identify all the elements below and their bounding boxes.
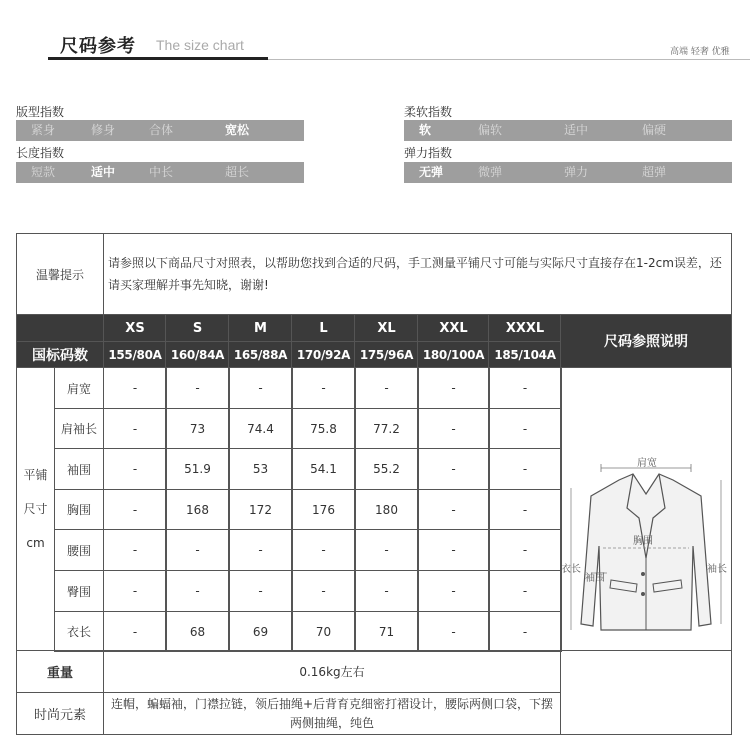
measure-value-cell: -	[165, 529, 230, 571]
measure-value-cell: 70	[291, 611, 356, 652]
page-subtitle: The size chart	[156, 37, 244, 53]
size-header-cell: XL	[354, 314, 419, 342]
measure-value-cell: -	[417, 570, 490, 612]
measure-name-cell: 臀围	[54, 570, 104, 612]
softness-index-bar	[404, 120, 732, 141]
intl-code-cell: 185/104A	[488, 341, 562, 368]
size-header-blank	[16, 314, 104, 342]
measure-value-cell: -	[417, 408, 490, 449]
fit-option-selected: 宽松	[225, 123, 250, 137]
measure-value-cell: -	[291, 570, 356, 612]
measure-value-cell: 77.2	[354, 408, 419, 449]
diagram-label-sleeve-length: 袖长	[707, 564, 727, 575]
tip-text: 请参照以下商品尺寸对照表，以帮助您找到合适的尺码，手工测量平铺尺寸可能与实际尺寸直接存在1-2cm误差，还请买家理解并事先知晓，谢谢!	[103, 233, 732, 315]
measure-value-cell: -	[488, 489, 562, 530]
intl-code-cell: 165/88A	[228, 341, 293, 368]
measure-value-cell: -	[488, 570, 562, 612]
measure-value-cell: 68	[165, 611, 230, 652]
intl-code-cell: 180/100A	[417, 341, 490, 368]
weight-label: 重量	[16, 650, 104, 693]
measure-value-cell: -	[103, 408, 167, 449]
measure-value-cell: -	[488, 611, 562, 652]
measure-name-cell: 衣长	[54, 611, 104, 652]
measure-value-cell: 53	[228, 448, 293, 490]
length-option: 短款	[31, 165, 56, 179]
fit-option: 合体	[149, 123, 174, 137]
blazer-illustration	[561, 368, 731, 650]
measure-value-cell: 172	[228, 489, 293, 530]
elasticity-index-label: 弹力指数	[404, 146, 453, 160]
group-label-line: cm	[26, 536, 45, 550]
softness-option-selected: 软	[419, 123, 432, 137]
group-label-line: 尺寸	[23, 502, 48, 516]
measure-value-cell: -	[165, 367, 230, 409]
group-label-line: 平铺	[23, 468, 48, 482]
measure-value-cell: -	[417, 529, 490, 571]
measure-value-cell: -	[488, 448, 562, 490]
measure-value-cell: -	[103, 529, 167, 571]
measure-value-cell: -	[417, 611, 490, 652]
size-header-cell: M	[228, 314, 293, 342]
elasticity-index-bar	[404, 162, 732, 183]
fit-option: 紧身	[31, 123, 56, 137]
measure-value-cell: 73	[165, 408, 230, 449]
measure-value-cell: -	[354, 367, 419, 409]
measure-value-cell: -	[417, 448, 490, 490]
elasticity-option: 微弹	[478, 165, 503, 179]
intl-code-label: 国标码数	[16, 341, 104, 368]
measure-value-cell: -	[228, 367, 293, 409]
flat-size-group-label	[16, 367, 55, 651]
measure-value-cell: -	[354, 570, 419, 612]
measure-value-cell: 69	[228, 611, 293, 652]
size-header-cell: L	[291, 314, 356, 342]
measure-value-cell: -	[228, 529, 293, 571]
style-elements-label: 时尚元素	[16, 692, 104, 735]
measure-name-cell: 胸围	[54, 489, 104, 530]
softness-index-label: 柔软指数	[404, 105, 453, 119]
measure-value-cell: -	[228, 570, 293, 612]
size-header-cell: XXL	[417, 314, 490, 342]
measure-value-cell: 176	[291, 489, 356, 530]
measure-name-cell: 肩袖长	[54, 408, 104, 449]
intl-code-cell: 155/80A	[103, 341, 167, 368]
measure-name-cell: 袖围	[54, 448, 104, 490]
measure-value-cell: -	[488, 408, 562, 449]
diagram-label-sleeve-width: 袖围	[585, 573, 605, 584]
fit-option: 修身	[91, 123, 116, 137]
measure-name-cell: 腰围	[54, 529, 104, 571]
softness-option: 偏硬	[642, 123, 667, 137]
measure-value-cell: -	[103, 367, 167, 409]
measure-value-cell: 75.8	[291, 408, 356, 449]
elasticity-option: 弹力	[564, 165, 589, 179]
elasticity-option-selected: 无弹	[419, 165, 444, 179]
length-index-label: 长度指数	[16, 146, 65, 160]
measure-value-cell: 168	[165, 489, 230, 530]
brand-tagline: 高端 轻奢 优雅	[670, 47, 730, 57]
tip-label: 温馨提示	[16, 233, 104, 315]
measure-value-cell: -	[417, 489, 490, 530]
page-title: 尺码参考	[60, 36, 136, 57]
measure-value-cell: -	[488, 367, 562, 409]
measure-value-cell: -	[488, 529, 562, 571]
weight-value: 0.16kg左右	[103, 650, 561, 693]
measure-value-cell: -	[354, 529, 419, 571]
measure-value-cell: -	[103, 570, 167, 612]
fit-index-bar	[16, 120, 304, 141]
fit-index-label: 版型指数	[16, 105, 65, 119]
size-header-cell: S	[165, 314, 230, 342]
measure-value-cell: 55.2	[354, 448, 419, 490]
intl-code-cell: 175/96A	[354, 341, 419, 368]
diagram-label-shoulder: 肩宽	[637, 458, 657, 469]
intl-code-cell: 170/92A	[291, 341, 356, 368]
length-option: 中长	[149, 165, 174, 179]
measure-value-cell: -	[103, 448, 167, 490]
measure-value-cell: -	[291, 367, 356, 409]
intl-code-cell: 160/84A	[165, 341, 230, 368]
length-index-bar	[16, 162, 304, 183]
measure-value-cell: -	[103, 611, 167, 652]
elasticity-option: 超弹	[642, 165, 667, 179]
softness-option: 偏软	[478, 123, 503, 137]
style-elements-value: 连帽，蝙蝠袖，门襟拉链，领后抽绳+后背育克细密打褶设计，腰际两侧口袋，下摆两侧抽绳，纯色	[103, 692, 561, 735]
size-header-cell: XXXL	[488, 314, 562, 342]
length-option: 超长	[225, 165, 250, 179]
size-diagram	[560, 367, 732, 651]
measure-value-cell: -	[417, 367, 490, 409]
size-reference-title: 尺码参照说明	[560, 314, 732, 368]
measure-value-cell: 54.1	[291, 448, 356, 490]
measure-value-cell: 180	[354, 489, 419, 530]
measure-value-cell: -	[165, 570, 230, 612]
measure-name-cell: 肩宽	[54, 367, 104, 409]
measure-value-cell: 74.4	[228, 408, 293, 449]
size-header-cell: XS	[103, 314, 167, 342]
measure-value-cell: -	[291, 529, 356, 571]
header-accent-line	[48, 57, 268, 60]
softness-option: 适中	[564, 123, 589, 137]
diagram-label-length: 衣长	[561, 564, 581, 575]
diagram-label-chest: 胸围	[633, 536, 653, 547]
measure-value-cell: -	[103, 489, 167, 530]
length-option-selected: 适中	[91, 165, 116, 179]
measure-value-cell: 71	[354, 611, 419, 652]
measure-value-cell: 51.9	[165, 448, 230, 490]
